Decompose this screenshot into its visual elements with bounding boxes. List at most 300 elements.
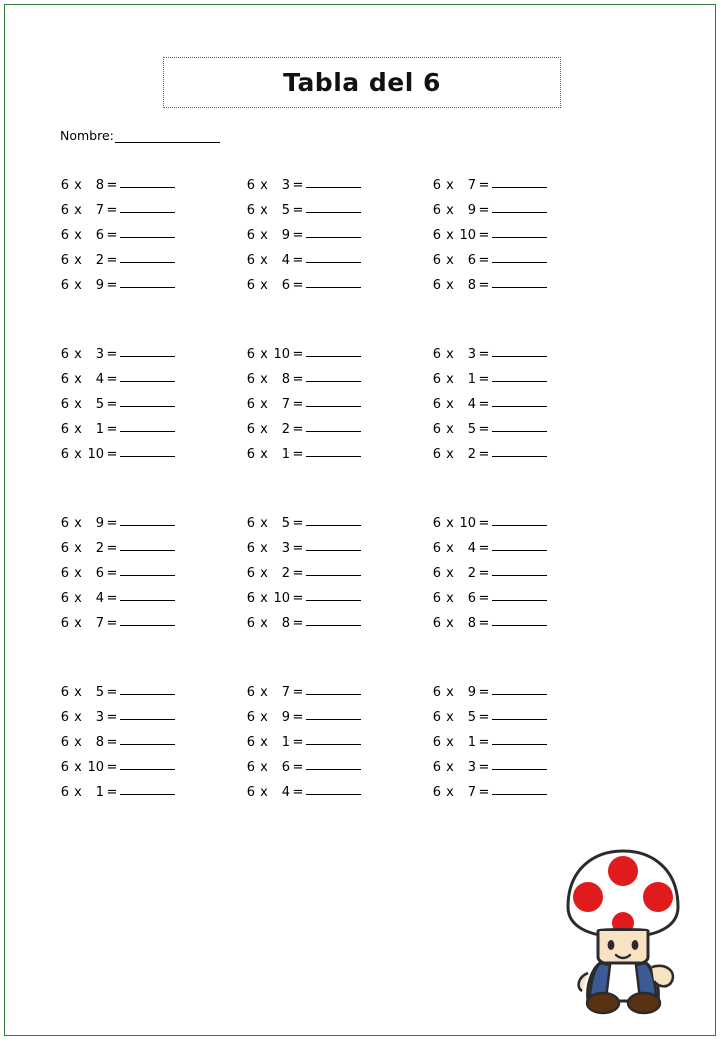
equals-sign: =	[292, 785, 304, 800]
equals-sign: =	[292, 278, 304, 293]
problem-row	[244, 758, 430, 783]
operand-a: 6	[432, 422, 441, 437]
multiply-operator: x	[446, 785, 454, 800]
operand-b: 9	[467, 685, 476, 700]
multiply-operator: x	[446, 372, 454, 387]
answer-blank[interactable]	[306, 707, 361, 720]
problem-column	[244, 683, 430, 808]
problem-column	[58, 345, 244, 470]
answer-blank[interactable]	[492, 538, 547, 551]
operand-a: 6	[432, 685, 441, 700]
answer-blank[interactable]	[492, 200, 547, 213]
problem-row	[244, 564, 430, 589]
equals-sign: =	[292, 447, 304, 462]
multiply-operator: x	[446, 616, 454, 631]
problem-row	[58, 226, 244, 251]
equals-sign: =	[478, 516, 490, 531]
problem-block	[0, 683, 720, 808]
answer-blank[interactable]	[306, 175, 361, 188]
equals-sign: =	[478, 710, 490, 725]
answer-blank[interactable]	[120, 782, 175, 795]
multiply-operator: x	[446, 278, 454, 293]
problem-row	[430, 420, 616, 445]
multiply-operator: x	[74, 516, 82, 531]
problem-column	[58, 176, 244, 301]
answer-blank[interactable]	[306, 394, 361, 407]
multiply-operator: x	[260, 735, 268, 750]
operand-b: 3	[95, 710, 104, 725]
multiply-operator: x	[260, 685, 268, 700]
operand-a: 6	[60, 372, 69, 387]
multiply-operator: x	[74, 372, 82, 387]
problem-row	[244, 445, 430, 470]
operand-a: 6	[432, 347, 441, 362]
operand-b: 9	[95, 278, 104, 293]
equals-sign: =	[106, 178, 118, 193]
problem-row	[430, 176, 616, 201]
operand-a: 6	[432, 710, 441, 725]
answer-blank[interactable]	[492, 444, 547, 457]
answer-blank[interactable]	[120, 344, 175, 357]
multiply-operator: x	[260, 203, 268, 218]
equals-sign: =	[478, 228, 490, 243]
multiply-operator: x	[446, 203, 454, 218]
operand-b: 1	[467, 735, 476, 750]
problem-column	[430, 683, 616, 808]
answer-blank[interactable]	[492, 369, 547, 382]
equals-sign: =	[292, 516, 304, 531]
answer-blank[interactable]	[120, 369, 175, 382]
multiply-operator: x	[74, 735, 82, 750]
answer-blank[interactable]	[492, 613, 547, 626]
answer-blank[interactable]	[492, 682, 547, 695]
problem-row	[430, 708, 616, 733]
answer-blank[interactable]	[120, 394, 175, 407]
problem-row	[244, 226, 430, 251]
operand-b: 5	[95, 685, 104, 700]
operand-b: 9	[281, 710, 290, 725]
equals-sign: =	[478, 735, 490, 750]
operand-b: 3	[281, 541, 290, 556]
answer-blank[interactable]	[306, 344, 361, 357]
name-input-blank[interactable]	[115, 129, 220, 143]
answer-blank[interactable]	[306, 275, 361, 288]
operand-a: 6	[432, 397, 441, 412]
operand-a: 6	[60, 760, 69, 775]
multiply-operator: x	[446, 397, 454, 412]
equals-sign: =	[106, 422, 118, 437]
equals-sign: =	[292, 372, 304, 387]
operand-b: 9	[95, 516, 104, 531]
equals-sign: =	[106, 253, 118, 268]
equals-sign: =	[106, 616, 118, 631]
multiply-operator: x	[260, 347, 268, 362]
multiply-operator: x	[260, 397, 268, 412]
multiply-operator: x	[260, 447, 268, 462]
problem-row	[430, 345, 616, 370]
answer-blank[interactable]	[492, 707, 547, 720]
operand-a: 6	[60, 253, 69, 268]
problem-column	[244, 514, 430, 639]
answer-blank[interactable]	[492, 732, 547, 745]
multiply-operator: x	[74, 541, 82, 556]
problem-row	[58, 514, 244, 539]
answer-blank[interactable]	[120, 250, 175, 263]
problem-row	[244, 345, 430, 370]
operand-b: 2	[467, 566, 476, 581]
operand-b: 8	[467, 616, 476, 631]
operand-a: 6	[432, 228, 441, 243]
answer-blank[interactable]	[306, 444, 361, 457]
answer-blank[interactable]	[306, 563, 361, 576]
equals-sign: =	[106, 760, 118, 775]
answer-blank[interactable]	[306, 250, 361, 263]
multiply-operator: x	[74, 710, 82, 725]
multiply-operator: x	[446, 735, 454, 750]
multiply-operator: x	[446, 228, 454, 243]
problem-block	[0, 345, 720, 470]
operand-a: 6	[246, 253, 255, 268]
answer-blank[interactable]	[306, 613, 361, 626]
operand-a: 6	[60, 178, 69, 193]
page-title: Tabla del 6	[283, 68, 441, 97]
problem-column	[244, 345, 430, 470]
operand-a: 6	[246, 685, 255, 700]
equals-sign: =	[106, 372, 118, 387]
multiply-operator: x	[446, 422, 454, 437]
multiply-operator: x	[260, 228, 268, 243]
answer-blank[interactable]	[492, 419, 547, 432]
answer-blank[interactable]	[492, 225, 547, 238]
answer-blank[interactable]	[492, 563, 547, 576]
multiply-operator: x	[446, 566, 454, 581]
operand-a: 6	[432, 516, 441, 531]
equals-sign: =	[106, 203, 118, 218]
operand-b: 3	[467, 347, 476, 362]
equals-sign: =	[292, 685, 304, 700]
operand-a: 6	[60, 566, 69, 581]
answer-blank[interactable]	[306, 682, 361, 695]
problem-row	[430, 564, 616, 589]
answer-blank[interactable]	[306, 369, 361, 382]
answer-blank[interactable]	[492, 275, 547, 288]
equals-sign: =	[478, 253, 490, 268]
problem-row	[430, 614, 616, 639]
equals-sign: =	[292, 616, 304, 631]
problem-row	[430, 758, 616, 783]
operand-a: 6	[60, 685, 69, 700]
operand-b: 4	[281, 253, 290, 268]
equals-sign: =	[478, 278, 490, 293]
problem-row	[430, 733, 616, 758]
multiply-operator: x	[260, 616, 268, 631]
problem-row	[58, 201, 244, 226]
operand-a: 6	[60, 347, 69, 362]
problem-row	[58, 708, 244, 733]
problem-row	[430, 514, 616, 539]
operand-a: 6	[246, 785, 255, 800]
operand-a: 6	[246, 710, 255, 725]
equals-sign: =	[478, 397, 490, 412]
answer-blank[interactable]	[120, 175, 175, 188]
title-box	[163, 57, 561, 108]
operand-b: 9	[281, 228, 290, 243]
operand-b: 7	[467, 178, 476, 193]
operand-b: 2	[95, 541, 104, 556]
operand-a: 6	[60, 447, 69, 462]
answer-blank[interactable]	[306, 200, 361, 213]
answer-blank[interactable]	[120, 275, 175, 288]
operand-a: 6	[246, 447, 255, 462]
operand-b: 10	[459, 228, 476, 243]
operand-a: 6	[60, 228, 69, 243]
multiply-operator: x	[74, 422, 82, 437]
equals-sign: =	[292, 735, 304, 750]
problem-block	[0, 514, 720, 639]
answer-blank[interactable]	[492, 588, 547, 601]
name-label: Nombre:	[60, 128, 114, 143]
problem-row	[430, 276, 616, 301]
operand-b: 4	[467, 541, 476, 556]
equals-sign: =	[478, 591, 490, 606]
operand-b: 4	[95, 591, 104, 606]
operand-b: 7	[95, 203, 104, 218]
multiply-operator: x	[74, 616, 82, 631]
equals-sign: =	[478, 203, 490, 218]
multiply-operator: x	[260, 566, 268, 581]
problem-row	[244, 514, 430, 539]
equals-sign: =	[478, 447, 490, 462]
answer-blank[interactable]	[306, 513, 361, 526]
problem-row	[58, 733, 244, 758]
operand-b: 7	[95, 616, 104, 631]
problem-column	[430, 345, 616, 470]
answer-blank[interactable]	[120, 757, 175, 770]
answer-blank[interactable]	[492, 513, 547, 526]
equals-sign: =	[292, 203, 304, 218]
operand-a: 6	[60, 516, 69, 531]
answer-blank[interactable]	[306, 419, 361, 432]
operand-a: 6	[60, 785, 69, 800]
multiply-operator: x	[446, 591, 454, 606]
answer-blank[interactable]	[120, 513, 175, 526]
problem-column	[58, 514, 244, 639]
equals-sign: =	[106, 685, 118, 700]
operand-b: 10	[87, 447, 104, 462]
operand-a: 6	[432, 278, 441, 293]
equals-sign: =	[478, 541, 490, 556]
multiply-operator: x	[74, 278, 82, 293]
operand-a: 6	[432, 591, 441, 606]
operand-b: 4	[95, 372, 104, 387]
problem-row	[430, 683, 616, 708]
answer-blank[interactable]	[120, 563, 175, 576]
equals-sign: =	[106, 447, 118, 462]
operand-a: 6	[246, 347, 255, 362]
operand-b: 6	[95, 566, 104, 581]
answer-blank[interactable]	[120, 588, 175, 601]
answer-blank[interactable]	[492, 757, 547, 770]
operand-b: 10	[87, 760, 104, 775]
problem-row	[58, 420, 244, 445]
answer-blank[interactable]	[120, 732, 175, 745]
equals-sign: =	[478, 372, 490, 387]
operand-a: 6	[246, 616, 255, 631]
operand-a: 6	[246, 278, 255, 293]
equals-sign: =	[292, 710, 304, 725]
operand-a: 6	[60, 541, 69, 556]
answer-blank[interactable]	[120, 444, 175, 457]
operand-a: 6	[432, 447, 441, 462]
multiply-operator: x	[260, 372, 268, 387]
operand-a: 6	[432, 785, 441, 800]
operand-a: 6	[60, 397, 69, 412]
operand-b: 1	[467, 372, 476, 387]
equals-sign: =	[292, 228, 304, 243]
answer-blank[interactable]	[120, 419, 175, 432]
multiply-operator: x	[74, 347, 82, 362]
problem-row	[430, 370, 616, 395]
operand-a: 6	[432, 253, 441, 268]
problem-row	[58, 176, 244, 201]
operand-a: 6	[432, 372, 441, 387]
problem-row	[244, 683, 430, 708]
answer-blank[interactable]	[492, 175, 547, 188]
operand-b: 5	[467, 422, 476, 437]
equals-sign: =	[478, 616, 490, 631]
multiply-operator: x	[260, 541, 268, 556]
operand-a: 6	[246, 203, 255, 218]
answer-blank[interactable]	[492, 394, 547, 407]
equals-sign: =	[106, 785, 118, 800]
equals-sign: =	[106, 278, 118, 293]
problem-row	[430, 445, 616, 470]
answer-blank[interactable]	[120, 538, 175, 551]
operand-b: 4	[467, 397, 476, 412]
operand-b: 6	[467, 591, 476, 606]
answer-blank[interactable]	[120, 225, 175, 238]
operand-b: 8	[281, 616, 290, 631]
worksheet-grid	[0, 176, 720, 852]
problem-row	[244, 420, 430, 445]
operand-b: 1	[281, 447, 290, 462]
problem-column	[244, 176, 430, 301]
multiply-operator: x	[74, 760, 82, 775]
problem-row	[58, 758, 244, 783]
answer-blank[interactable]	[306, 588, 361, 601]
problem-row	[244, 201, 430, 226]
equals-sign: =	[292, 591, 304, 606]
operand-b: 2	[281, 566, 290, 581]
answer-blank[interactable]	[120, 682, 175, 695]
equals-sign: =	[478, 178, 490, 193]
operand-b: 7	[467, 785, 476, 800]
problem-row	[244, 733, 430, 758]
multiply-operator: x	[74, 785, 82, 800]
multiply-operator: x	[74, 591, 82, 606]
multiply-operator: x	[74, 178, 82, 193]
multiply-operator: x	[260, 278, 268, 293]
operand-a: 6	[246, 178, 255, 193]
multiply-operator: x	[74, 203, 82, 218]
answer-blank[interactable]	[492, 344, 547, 357]
problem-row	[244, 370, 430, 395]
name-field-row	[60, 128, 220, 143]
multiply-operator: x	[446, 178, 454, 193]
problem-row	[58, 564, 244, 589]
answer-blank[interactable]	[120, 200, 175, 213]
operand-b: 1	[95, 422, 104, 437]
problem-column	[430, 176, 616, 301]
operand-b: 7	[281, 685, 290, 700]
operand-b: 6	[467, 253, 476, 268]
answer-blank[interactable]	[120, 613, 175, 626]
problem-row	[244, 589, 430, 614]
multiply-operator: x	[446, 685, 454, 700]
equals-sign: =	[478, 347, 490, 362]
problem-block	[0, 176, 720, 301]
operand-b: 5	[281, 516, 290, 531]
operand-a: 6	[246, 735, 255, 750]
operand-b: 8	[95, 178, 104, 193]
multiply-operator: x	[446, 541, 454, 556]
operand-b: 2	[467, 447, 476, 462]
multiply-operator: x	[260, 253, 268, 268]
equals-sign: =	[478, 422, 490, 437]
answer-blank[interactable]	[306, 757, 361, 770]
operand-a: 6	[432, 735, 441, 750]
operand-a: 6	[432, 541, 441, 556]
operand-a: 6	[432, 203, 441, 218]
answer-blank[interactable]	[492, 782, 547, 795]
operand-a: 6	[60, 422, 69, 437]
multiply-operator: x	[74, 228, 82, 243]
equals-sign: =	[106, 347, 118, 362]
multiply-operator: x	[74, 685, 82, 700]
equals-sign: =	[292, 566, 304, 581]
answer-blank[interactable]	[120, 707, 175, 720]
multiply-operator: x	[260, 178, 268, 193]
answer-blank[interactable]	[492, 250, 547, 263]
multiply-operator: x	[260, 516, 268, 531]
operand-a: 6	[432, 566, 441, 581]
problem-row	[244, 176, 430, 201]
problem-row	[430, 201, 616, 226]
problem-row	[430, 226, 616, 251]
equals-sign: =	[106, 516, 118, 531]
operand-b: 1	[95, 785, 104, 800]
equals-sign: =	[292, 347, 304, 362]
equals-sign: =	[106, 710, 118, 725]
problem-row	[58, 783, 244, 808]
operand-b: 3	[281, 178, 290, 193]
multiply-operator: x	[446, 347, 454, 362]
multiply-operator: x	[74, 566, 82, 581]
operand-b: 2	[95, 253, 104, 268]
operand-b: 8	[95, 735, 104, 750]
operand-a: 6	[246, 397, 255, 412]
problem-row	[58, 589, 244, 614]
answer-blank[interactable]	[306, 225, 361, 238]
problem-row	[430, 783, 616, 808]
operand-b: 10	[273, 591, 290, 606]
answer-blank[interactable]	[306, 782, 361, 795]
multiply-operator: x	[74, 253, 82, 268]
operand-b: 10	[273, 347, 290, 362]
answer-blank[interactable]	[306, 538, 361, 551]
equals-sign: =	[106, 735, 118, 750]
answer-blank[interactable]	[306, 732, 361, 745]
